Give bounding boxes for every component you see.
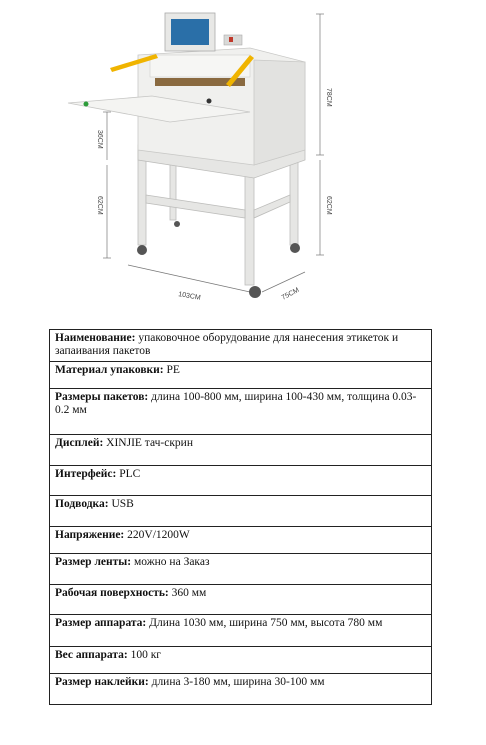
spec-row [50,435,432,466]
dim-length: 103CM [177,291,202,302]
spec-value: 220V/1200W [127,529,190,541]
spec-label: Рабочая поверхность: [55,587,169,599]
spec-value: Длина 1030 мм, ширина 750 мм, высота 780 мм [149,617,383,629]
spec-label: Наименование: [55,332,136,344]
spec-cell [50,389,432,435]
spec-row [50,330,432,362]
spec-label: Размер аппарата: [55,617,147,629]
spec-label: Вес аппарата: [55,649,128,661]
spec-cell [50,466,432,496]
spec-cell [50,527,432,554]
dim-height-total: 78CM [325,88,332,107]
dim-width: 75CM [280,286,301,302]
machine-stand [138,145,305,285]
spec-value: XINJIE тач-скрин [106,437,193,449]
spec-label: Размер ленты: [55,556,132,568]
spec-row [50,496,432,527]
spec-cell [50,496,432,527]
spec-cell [50,615,432,647]
spec-label: Дисплей: [55,437,104,449]
spec-row [50,674,432,705]
spec-row [50,647,432,674]
spec-row [50,585,432,615]
spec-value: 100 кг [130,649,162,661]
spec-row [50,362,432,389]
spec-value: PLC [119,468,141,480]
spec-label: Подводка: [55,498,109,510]
spec-value: USB [111,498,134,510]
spec-row [50,527,432,554]
machine-figure [0,0,486,320]
dim-height-leg-right: 62CM [325,196,332,215]
specifications-table [49,329,432,705]
spec-value: PE [166,364,180,376]
spec-label: Размеры пакетов: [55,391,149,403]
spec-cell [50,585,432,615]
spec-label: Напряжение: [55,529,125,541]
spec-cell [50,674,432,705]
spec-cell [50,554,432,585]
dim-height-leg-left: 62CM [96,196,103,215]
spec-label: Материал упаковки: [55,364,164,376]
spec-value: можно на Заказ [133,556,210,568]
spec-cell [50,330,432,362]
spec-cell [50,435,432,466]
spec-row [50,615,432,647]
spec-value: упаковочное оборудование для нанесения этикеток и запаивания пакетов [55,332,399,357]
spec-row [50,389,432,435]
machine-illustration [0,0,486,320]
spec-cell [50,362,432,389]
spec-cell [50,647,432,674]
control-screen [165,13,242,51]
spec-label: Размер наклейки: [55,676,149,688]
spec-value: длина 3-180 мм, ширина 30-100 мм [151,676,325,688]
spec-value: 360 мм [171,587,207,599]
spec-value: длина 100-800 мм, ширина 100-430 мм, толщина 0.03-0.2 мм [55,391,417,416]
spec-label: Интерфейс: [55,468,117,480]
dim-height-table: 36CM [96,130,103,149]
spec-row [50,466,432,496]
spec-row [50,554,432,585]
machine-wheels [137,221,300,298]
